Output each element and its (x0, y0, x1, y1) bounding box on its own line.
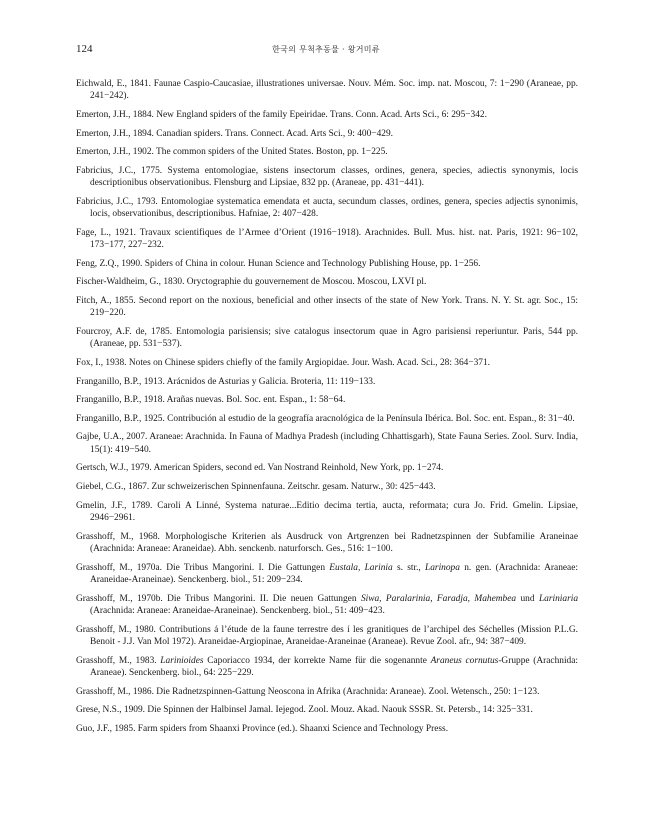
reference-entry (76, 462, 578, 474)
reference-text: Gmelin, J.F., 1789. Caroli A Linné, Systema naturae...Editio decima tertia, aucta, reformata; cura Jo. Frid. Gmelin. Lipsiae, 2946−2961. (76, 500, 578, 523)
reference-entry (76, 258, 578, 270)
reference-entry (76, 276, 578, 288)
reference-text: Gajbe, U.A., 2007. Araneae: Arachnida. In Fauna of Madhya Pradesh (including Chhattisgarh), State Fauna Series. Zool. Surv. India, 15(1): 419−540. (76, 432, 578, 455)
reference-text: Franganillo, B.P., 1925. Contribución al estudio de la geografía aracnológica de la Península Ibérica. Bol. Soc. ent. Espan., 8: 31−40. (76, 413, 575, 424)
reference-text: Grese, N.S., 1909. Die Spinnen der Halbinsel Jamal. Iejegod. Zool. Mouz. Akad. Naouk SSSR. St. Petersb., 14: 325−331. (76, 705, 533, 716)
reference-entry (76, 196, 578, 221)
reference-text: (Arachnida: Araneae: Araneidae-Araneinae). Senckenberg. biol., 51: 409−423. (90, 605, 385, 616)
reference-list (76, 78, 578, 741)
reference-entry (76, 593, 578, 618)
reference-text: Grasshoff, M., 1968. Morphologische Kriterien als Ausdruck von Artgrenzen bei Radnetzspinnen der Subfamilie Araneinae (Arachnida: Araneae: Araneidae). Abh. senckenb. naturforsch. Ges., 516: 1−100. (76, 531, 578, 554)
running-title: 한국의 무척추동물 · 왕거미류 (272, 45, 380, 54)
reference-entry (76, 326, 578, 351)
taxon-name-italic: Larinioides (160, 655, 204, 666)
reference-text: Fourcroy, A.F. de, 1785. Entomologia parisiensis; sive catalogus insectorum quae in Agro parisiensi reperiuntur. Paris, 544 pp. (Araneae, pp. 531−537). (76, 326, 578, 350)
taxon-name-italic: Larinia (364, 562, 393, 573)
reference-text: Grasshoff, M., 1970b. Die Tribus Mangorini. II. Die neuen Gattungen (76, 593, 361, 604)
reference-text: , (357, 562, 365, 573)
reference-entry (76, 624, 578, 649)
reference-text: Caporiacco 1934, der korrekte Name für die sogenannte (203, 655, 431, 666)
reference-entry (76, 562, 578, 587)
taxon-name-italic: Lariniaria (538, 593, 579, 604)
reference-entry (76, 431, 578, 456)
reference-text: Grasshoff, M., 1980. Contributions á l’étude de la faune terrestre des í les granitiques de l’archipel des Séchelles (Mission P.L.G. Benoit - J.J. Van Mol 1972). Araneidae-Argiopinae, Araneidae-Araneinae (Araneae). Revue Zool. afr., 94: 387−409. (76, 624, 578, 647)
taxon-name-italic: Siwa, Paralarinia, Faradja, Mahembea (360, 593, 517, 604)
taxon-name-italic: Araneus cornutus (430, 655, 499, 666)
reference-text: n. gen. (Arachnida: Araneae: Araneidae-Araneinae). Senckenberg. biol., 51: 209−234. (90, 562, 578, 585)
page-header (76, 43, 576, 59)
reference-text: Fischer-Waldheim, G., 1830. Oryctographie du gouvernement de Moscou. Moscou, LXVI pl. (76, 277, 427, 288)
reference-text: Fabricius, J.C., 1793. Entomologiae systematica emendata et aucta, secundum classes, ordines, genera, species adjectis synonimis, locis, observationibus, descriptionibus. Hafniae, 2: 407−428. (76, 196, 578, 220)
reference-text: Emerton, J.H., 1902. The common spiders of the United States. Boston, pp. 1−225. (76, 147, 388, 158)
reference-text: Eichwald, E., 1841. Faunae Caspio-Caucasiae, illustrationes universae. Nouv. Mém. Soc. imp. nat. Moscou, 7: 1−290 (Araneae, pp. 241−242). (76, 79, 578, 102)
reference-entry (76, 109, 578, 121)
reference-text: und (516, 593, 539, 604)
reference-text: -Gruppe (Arachnida: Araneae). Senckenberg. biol., 64: 225−229. (90, 655, 578, 678)
reference-entry (76, 531, 578, 556)
reference-text: Fage, L., 1921. Travaux scientifiques de l’Armee d’Orient (1916−1918). Arachnides. Bull. Mus. hist. nat. Paris, 1921: 96−102, 173−177, 227−232. (76, 227, 578, 251)
reference-entry (76, 146, 578, 158)
reference-entry (76, 376, 578, 388)
reference-text: Franganillo, B.P., 1913. Arácnidos de Asturias y Galicia. Broteria, 11: 119−133. (76, 376, 376, 387)
page-number: 124 (76, 43, 93, 55)
reference-entry (76, 655, 578, 680)
reference-entry (76, 227, 578, 252)
reference-entry (76, 686, 578, 698)
reference-text: Giebel, C.G., 1867. Zur schweizerischen Spinnenfauna. Zeitschr. gesam. Naturw., 30: 425−443. (76, 481, 436, 492)
reference-entry (76, 165, 578, 190)
reference-text: Fabricius, J.C., 1775. Systema entomologiae, sistens insectorum classes, ordines, genera, species, adiectis synonymis, locis descriptionibus observationibus. Flensburg and Lipsiae, 832 pp. (Araneae, pp. 431−441). (76, 165, 578, 189)
reference-entry (76, 481, 578, 493)
reference-text: Grasshoff, M., 1970a. Die Tribus Mangorini. I. Die Gattungen (76, 562, 330, 573)
reference-text: Emerton, J.H., 1894. Canadian spiders. Trans. Connect. Acad. Arts Sci., 9: 400−429. (76, 128, 393, 139)
reference-entry (76, 500, 578, 525)
taxon-name-italic: Larinopa (425, 562, 460, 573)
reference-entry (76, 78, 578, 103)
reference-text: Feng, Z.Q., 1990. Spiders of China in colour. Hunan Science and Technology Publishing House, pp. 1−256. (76, 258, 481, 269)
reference-text: Fitch, A., 1855. Second report on the noxious, beneficial and other insects of the state of New York. Trans. N. Y. St. agr. Soc., 15: 219−220. (76, 295, 578, 319)
reference-entry (76, 128, 578, 140)
reference-entry (76, 357, 578, 369)
reference-text: Franganillo, B.P., 1918. Arañas nuevas. Bol. Soc. ent. Espan., 1: 58−64. (76, 395, 346, 406)
reference-text: Grasshoff, M., 1983. (76, 655, 161, 666)
reference-entry (76, 295, 578, 320)
taxon-name-italic: Eustala (329, 562, 358, 573)
reference-entry (76, 394, 578, 406)
reference-entry (76, 704, 578, 716)
reference-text: Fox, I., 1938. Notes on Chinese spiders chiefly of the family Argiopidae. Jour. Wash. Acad. Sci., 28: 364−371. (76, 357, 491, 368)
reference-text: Emerton, J.H., 1884. New England spiders of the family Epeiridae. Trans. Conn. Acad. Arts Sci., 6: 295−342. (76, 110, 487, 120)
reference-text: Guo, J.F., 1985. Farm spiders from Shaanxi Province (ed.). Shaanxi Science and Technology Press. (76, 723, 449, 734)
reference-text: Gertsch, W.J., 1979. American Spiders, second ed. Van Nostrand Reinhold, New York, pp. 1−274. (76, 463, 444, 474)
reference-text: Grasshoff, M., 1986. Die Radnetzspinnen-Gattung Neoscona in Afrika (Arachnida: Araneae). Zool. Wetensch., 250: 1−123. (76, 686, 540, 697)
reference-entry (76, 723, 578, 735)
reference-text: s. str., (392, 562, 426, 573)
reference-entry (76, 413, 578, 425)
